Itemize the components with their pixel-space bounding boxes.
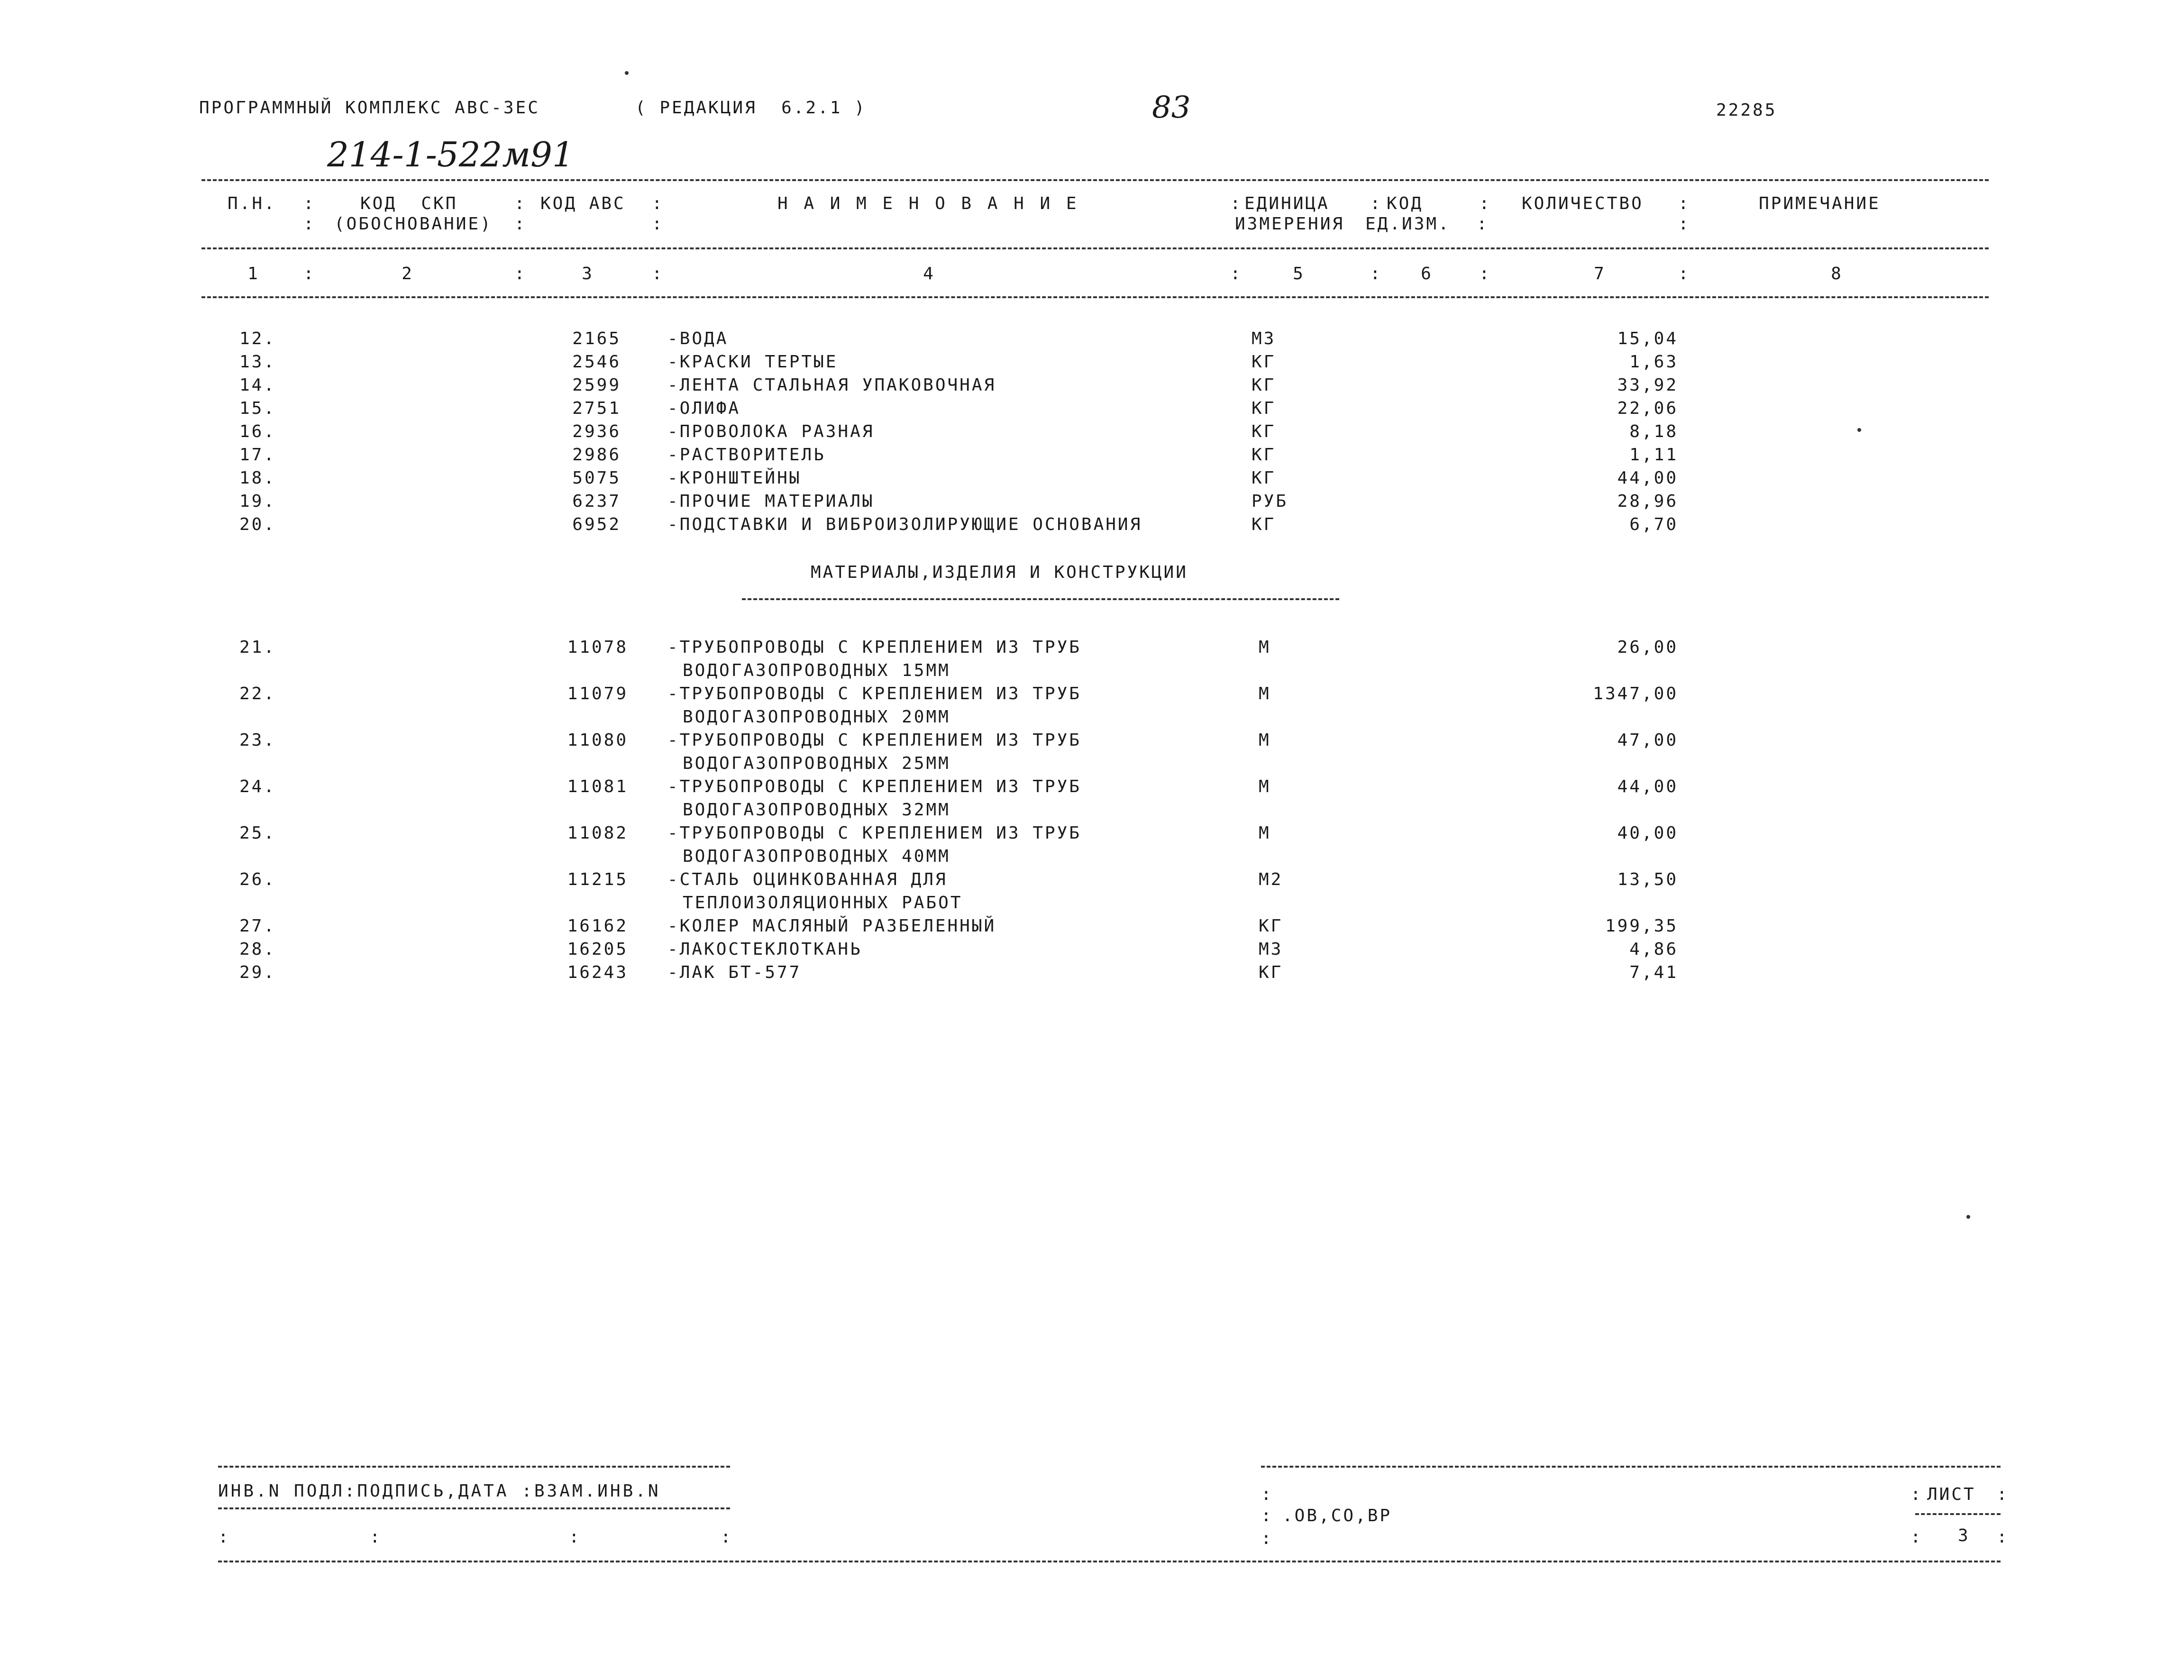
page-number: 83 [1152, 90, 1191, 125]
row-qty: 15,04 [1617, 329, 1678, 348]
scan-speck [1857, 428, 1861, 432]
col-separator: : [514, 264, 525, 283]
header-top-rule [201, 179, 1989, 181]
col-separator: : [1230, 194, 1241, 213]
col-separator: : [514, 214, 525, 234]
col-separator: : [652, 214, 662, 234]
col-header-unit-1: ЕДИНИЦА [1244, 194, 1330, 213]
footer-left-middle-rule [218, 1507, 730, 1509]
row-name: -ТРУБОПРОВОДЫ С КРЕПЛЕНИЕМ ИЗ ТРУБ [667, 730, 1081, 750]
row-number: 13. [239, 352, 276, 372]
row-code: 2751 [572, 399, 621, 418]
row-number: 24. [239, 777, 276, 796]
row-qty: 6,70 [1629, 515, 1678, 534]
row-unit: М [1259, 730, 1271, 750]
col-header-name: Н А И М Е Н О В А Н И Е [777, 194, 1079, 213]
row-name-continued: ВОДОГАЗОПРОВОДНЫХ 40ММ [683, 847, 950, 866]
row-code: 16243 [567, 963, 628, 982]
col-separator: : [721, 1527, 731, 1547]
col-separator: : [1479, 194, 1490, 213]
row-qty: 47,00 [1617, 730, 1678, 750]
row-name-continued: ВОДОГАЗОПРОВОДНЫХ 32ММ [683, 800, 950, 820]
col-number-6: 6 [1421, 264, 1433, 283]
row-unit: КГ [1259, 916, 1283, 936]
col-separator: : [1370, 264, 1380, 283]
row-code: 6237 [572, 492, 621, 511]
scan-speck [625, 71, 629, 75]
row-qty: 40,00 [1617, 823, 1678, 843]
col-separator: : [1910, 1527, 1921, 1547]
row-qty: 44,00 [1617, 777, 1678, 796]
row-unit: М [1259, 777, 1271, 796]
row-code: 16162 [567, 916, 628, 936]
row-name-continued: ТЕПЛОИЗОЛЯЦИОННЫХ РАБОТ [683, 893, 963, 913]
row-code: 16205 [567, 940, 628, 959]
row-qty: 44,00 [1617, 468, 1678, 488]
col-separator: : [1479, 264, 1490, 283]
row-number: 17. [239, 445, 276, 465]
row-number: 23. [239, 730, 276, 750]
section-title: МАТЕРИАЛЫ,ИЗДЕЛИЯ И КОНСТРУКЦИИ [811, 563, 1188, 582]
row-name: -ВОДА [667, 329, 729, 348]
row-unit: М3 [1259, 940, 1283, 959]
row-number: 15. [239, 399, 276, 418]
footer-left-labels: ИНВ.N ПОДЛ:ПОДПИСЬ,ДАТА :ВЗАМ.ИНВ.N [218, 1481, 661, 1501]
row-number: 21. [239, 638, 276, 657]
row-unit: КГ [1252, 468, 1276, 488]
footer-left-top-rule [218, 1466, 730, 1468]
col-separator: : [569, 1527, 579, 1547]
col-separator: : [1477, 214, 1487, 234]
document-code: 22285 [1716, 100, 1777, 120]
row-qty: 28,96 [1617, 492, 1678, 511]
col-header-unit-code-1: КОД [1387, 194, 1424, 213]
row-qty: 33,92 [1617, 375, 1678, 395]
col-separator: : [514, 194, 525, 213]
col-separator: : [1261, 1485, 1271, 1504]
row-name: -РАСТВОРИТЕЛЬ [667, 445, 826, 465]
row-code: 2546 [572, 352, 621, 372]
row-name-continued: ВОДОГАЗОПРОВОДНЫХ 20ММ [683, 707, 950, 727]
row-name: -КРАСКИ ТЕРТЫЕ [667, 352, 838, 372]
col-separator: : [303, 264, 314, 283]
col-separator: : [1678, 264, 1689, 283]
row-code: 11079 [567, 684, 628, 703]
row-name-continued: ВОДОГАЗОПРОВОДНЫХ 15ММ [683, 661, 950, 680]
row-qty: 13,50 [1617, 870, 1678, 889]
drawing-code: .ОВ,СО,ВР [1282, 1506, 1392, 1525]
row-name: -ПОДСТАВКИ И ВИБРОИЗОЛИРУЮЩИЕ ОСНОВАНИЯ [667, 515, 1142, 534]
col-separator: : [1678, 194, 1689, 213]
sheet-box-rule [1915, 1513, 2001, 1515]
col-header-unit-2: ИЗМЕРЕНИЯ [1235, 214, 1345, 234]
row-name: -ТРУБОПРОВОДЫ С КРЕПЛЕНИЕМ ИЗ ТРУБ [667, 684, 1081, 703]
row-name: -КОЛЕР МАСЛЯНЫЙ РАЗБЕЛЕННЫЙ [667, 916, 996, 936]
row-number: 19. [239, 492, 276, 511]
col-header-kod-skp-2: (ОБОСНОВАНИЕ) [334, 214, 493, 234]
row-code: 2165 [572, 329, 621, 348]
col-number-7: 7 [1594, 264, 1606, 283]
row-name: -ТРУБОПРОВОДЫ С КРЕПЛЕНИЕМ ИЗ ТРУБ [667, 638, 1081, 657]
col-number-2: 2 [402, 264, 414, 283]
col-separator: : [1370, 194, 1380, 213]
row-unit: РУБ [1252, 492, 1288, 511]
section-title-underline [742, 598, 1339, 600]
col-header-kod-abc: КОД АВС [540, 194, 626, 213]
row-qty: 22,06 [1617, 399, 1678, 418]
col-number-5: 5 [1293, 264, 1305, 283]
row-code: 11215 [567, 870, 628, 889]
col-separator: : [1261, 1529, 1271, 1548]
row-name: -ПРОЧИЕ МАТЕРИАЛЫ [667, 492, 875, 511]
row-number: 16. [239, 422, 276, 441]
row-name: -ТРУБОПРОВОДЫ С КРЕПЛЕНИЕМ ИЗ ТРУБ [667, 777, 1081, 796]
col-number-3: 3 [582, 264, 594, 283]
row-unit: КГ [1252, 422, 1276, 441]
col-separator: : [1230, 264, 1241, 283]
row-name: -ЛАК БТ-577 [667, 963, 802, 982]
row-number: 22. [239, 684, 276, 703]
row-name: -ЛЕНТА СТАЛЬНАЯ УПАКОВОЧНАЯ [667, 375, 996, 395]
row-unit: М [1259, 684, 1271, 703]
row-code: 6952 [572, 515, 621, 534]
row-code: 11078 [567, 638, 628, 657]
header-middle-rule [201, 247, 1989, 249]
row-code: 2986 [572, 445, 621, 465]
row-qty: 199,35 [1605, 916, 1678, 936]
col-separator: : [370, 1527, 380, 1547]
col-separator: : [1910, 1485, 1921, 1504]
col-separator: : [1261, 1506, 1271, 1525]
row-qty: 1,63 [1629, 352, 1678, 372]
row-unit: КГ [1259, 963, 1283, 982]
row-name: -ТРУБОПРОВОДЫ С КРЕПЛЕНИЕМ ИЗ ТРУБ [667, 823, 1081, 843]
row-unit: КГ [1252, 399, 1276, 418]
row-name-continued: ВОДОГАЗОПРОВОДНЫХ 25ММ [683, 754, 950, 773]
sheet-number: 3 [1958, 1526, 1970, 1545]
sheet-label: ЛИСТ [1927, 1485, 1976, 1504]
row-name: -СТАЛЬ ОЦИНКОВАННАЯ ДЛЯ [667, 870, 948, 889]
row-unit: М3 [1252, 329, 1276, 348]
row-code: 2936 [572, 422, 621, 441]
col-number-8: 8 [1831, 264, 1843, 283]
col-header-kod-skp-1: КОД СКП [360, 194, 458, 213]
col-separator: : [218, 1527, 228, 1547]
col-separator: : [303, 194, 314, 213]
row-number: 12. [239, 329, 276, 348]
row-number: 28. [239, 940, 276, 959]
col-separator: : [1997, 1485, 2007, 1504]
handwritten-reference: 214-1-522м91 [327, 135, 574, 174]
col-header-note: ПРИМЕЧАНИЕ [1759, 194, 1881, 213]
col-header-unit-code-2: ЕД.ИЗМ. [1365, 214, 1451, 234]
row-number: 25. [239, 823, 276, 843]
col-separator: : [1678, 214, 1689, 234]
col-separator: : [652, 264, 662, 283]
row-qty: 1347,00 [1593, 684, 1678, 703]
row-name: -ЛАКОСТЕКЛОТКАНЬ [667, 940, 862, 959]
row-code: 11081 [567, 777, 628, 796]
header-bottom-rule [201, 296, 1989, 298]
row-unit: КГ [1252, 445, 1276, 465]
row-name: -ПРОВОЛОКА РАЗНАЯ [667, 422, 875, 441]
row-code: 5075 [572, 468, 621, 488]
program-title: ПРОГРАММНЫЙ КОМПЛЕКС АВС-3ЕС [199, 98, 540, 118]
row-qty: 8,18 [1629, 422, 1678, 441]
row-number: 27. [239, 916, 276, 936]
row-qty: 26,00 [1617, 638, 1678, 657]
col-separator: : [652, 194, 662, 213]
footer-right-top-rule [1261, 1466, 2001, 1468]
row-name: -КРОНШТЕЙНЫ [667, 468, 802, 488]
row-number: 14. [239, 375, 276, 395]
col-number-1: 1 [247, 264, 260, 283]
row-unit: КГ [1252, 352, 1276, 372]
row-number: 20. [239, 515, 276, 534]
row-qty: 7,41 [1629, 963, 1678, 982]
row-unit: М [1259, 823, 1271, 843]
col-header-qty: КОЛИЧЕСТВО [1522, 194, 1644, 213]
col-number-4: 4 [923, 264, 935, 283]
row-code: 2599 [572, 375, 621, 395]
edition-label: ( РЕДАКЦИЯ 6.2.1 ) [635, 98, 867, 118]
row-number: 26. [239, 870, 276, 889]
row-unit: КГ [1252, 515, 1276, 534]
row-code: 11080 [567, 730, 628, 750]
row-code: 11082 [567, 823, 628, 843]
col-separator: : [1997, 1527, 2007, 1547]
footer-bottom-rule [218, 1561, 2001, 1562]
scan-speck [1966, 1215, 1970, 1219]
col-separator: : [303, 214, 314, 234]
row-number: 29. [239, 963, 276, 982]
row-unit: М [1259, 638, 1271, 657]
row-unit: М2 [1259, 870, 1283, 889]
row-name: -ОЛИФА [667, 399, 741, 418]
col-header-pn: П.Н. [228, 194, 276, 213]
row-number: 18. [239, 468, 276, 488]
row-qty: 1,11 [1629, 445, 1678, 465]
row-qty: 4,86 [1629, 940, 1678, 959]
row-unit: КГ [1252, 375, 1276, 395]
